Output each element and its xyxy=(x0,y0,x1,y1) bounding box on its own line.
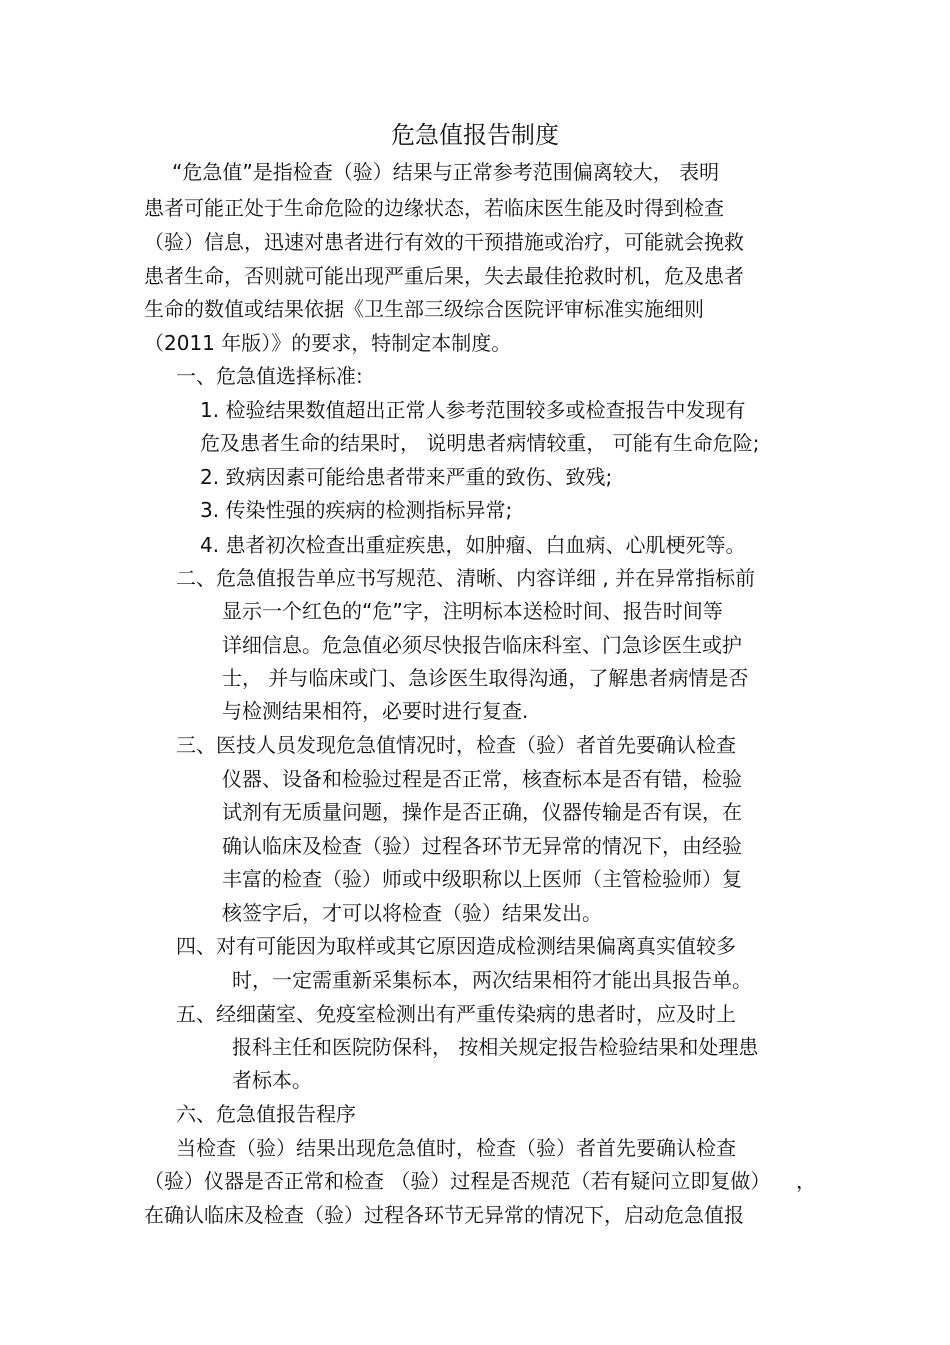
intro-line-3: （验）信息，迅速对患者进行有效的干预措施或治疗，可能就会挽救 xyxy=(144,230,744,254)
section6-line-2: （验）仪器是否正常和检查 （验）过程是否规范（若有疑问立即复做） xyxy=(144,1169,771,1193)
section3-line-2: 仪器、设备和检验过程是否正常，核查标本是否有错，检验 xyxy=(222,767,742,791)
section1-item-4: 4. 患者初次检查出重症疾患，如肿瘤、白血病、心肌梗死等。 xyxy=(200,533,746,557)
intro-line-5: 生命的数值或结果依据《卫生部三级综合医院评审标准实施细则 xyxy=(144,297,704,321)
section3-line-1: 三、医技人员发现危急值情况时，检查（验）者首先要确认检查 xyxy=(176,733,736,757)
section4-line-1: 四、对有可能因为取样或其它原因造成检测结果偏离真实值较多 xyxy=(176,934,736,958)
section1-item-3: 3. 传染性强的疾病的检测指标异常; xyxy=(200,498,513,522)
section2-line-5: 与检测结果相符，必要时进行复查. xyxy=(222,699,529,723)
section5-line-1: 五、经细菌室、免疫室检测出有严重传染病的患者时，应及时上 xyxy=(176,1002,736,1026)
intro-line-2: 患者可能正处于生命危险的边缘状态，若临床医生能及时得到检查 xyxy=(144,196,724,220)
section2-line-2: 显示一个红色的“危”字，注明标本送检时间、报告时间等 xyxy=(222,599,723,623)
section1-item-2: 2. 致病因素可能给患者带来严重的致伤、致残; xyxy=(200,465,613,489)
intro-line-6: （2011 年版）》的要求，特制定本制度。 xyxy=(144,331,512,355)
section5-line-3: 者标本。 xyxy=(232,1068,312,1092)
document-title: 危急值报告制度 xyxy=(391,121,559,149)
section1-item-1: 1. 检验结果数值超出正常人参考范围较多或检查报告中发现有 xyxy=(200,398,746,422)
section4-line-2: 时，一定需重新采集标本，两次结果相符才能出具报告单。 xyxy=(232,968,752,992)
intro-line-4: 患者生命，否则就可能出现严重后果，失去最佳抢救时机，危及患者 xyxy=(144,264,744,288)
section3-line-4: 确认临床及检查（验）过程各环节无异常的情况下，由经验 xyxy=(222,834,742,858)
section1-heading: 一、危急值选择标准: xyxy=(176,364,363,388)
section3-line-5: 丰富的检查（验）师或中级职称以上医师（主管检验师）复 xyxy=(222,867,742,891)
section6-line-3: 在确认临床及检查（验）过程各环节无异常的情况下，启动危急值报 xyxy=(144,1203,744,1227)
intro-line-1: “危急值”是指检查（验）结果与正常参考范围偏离较大， 表明 xyxy=(172,160,720,184)
section2-line-1: 二、危急值报告单应书写规范、清晰、内容详细 , 并在异常指标前 xyxy=(176,566,756,590)
section2-line-4: 士， 并与临床或门、急诊医生取得沟通，了解患者病情是否 xyxy=(222,666,749,690)
section3-line-3: 试剂有无质量问题，操作是否正确，仪器传输是否有误，在 xyxy=(222,800,742,824)
section3-line-6: 核签字后，才可以将检查（验）结果发出。 xyxy=(222,901,602,925)
section2-line-3: 详细信息。危急值必须尽快报告临床科室、门急诊医生或护 xyxy=(222,633,742,657)
section1-item-1-cont: 危及患者生命的结果时， 说明患者病情较重， 可能有生命危险; xyxy=(200,431,760,455)
section6-heading: 六、危急值报告程序 xyxy=(176,1102,356,1126)
section6-line-1: 当检查（验）结果出现危急值时，检查（验）者首先要确认检查 xyxy=(176,1136,736,1160)
section5-line-2: 报科主任和医院防保科， 按相关规定报告检验结果和处理患 xyxy=(232,1035,759,1059)
section6-line-2-tail: ， xyxy=(796,1169,816,1193)
